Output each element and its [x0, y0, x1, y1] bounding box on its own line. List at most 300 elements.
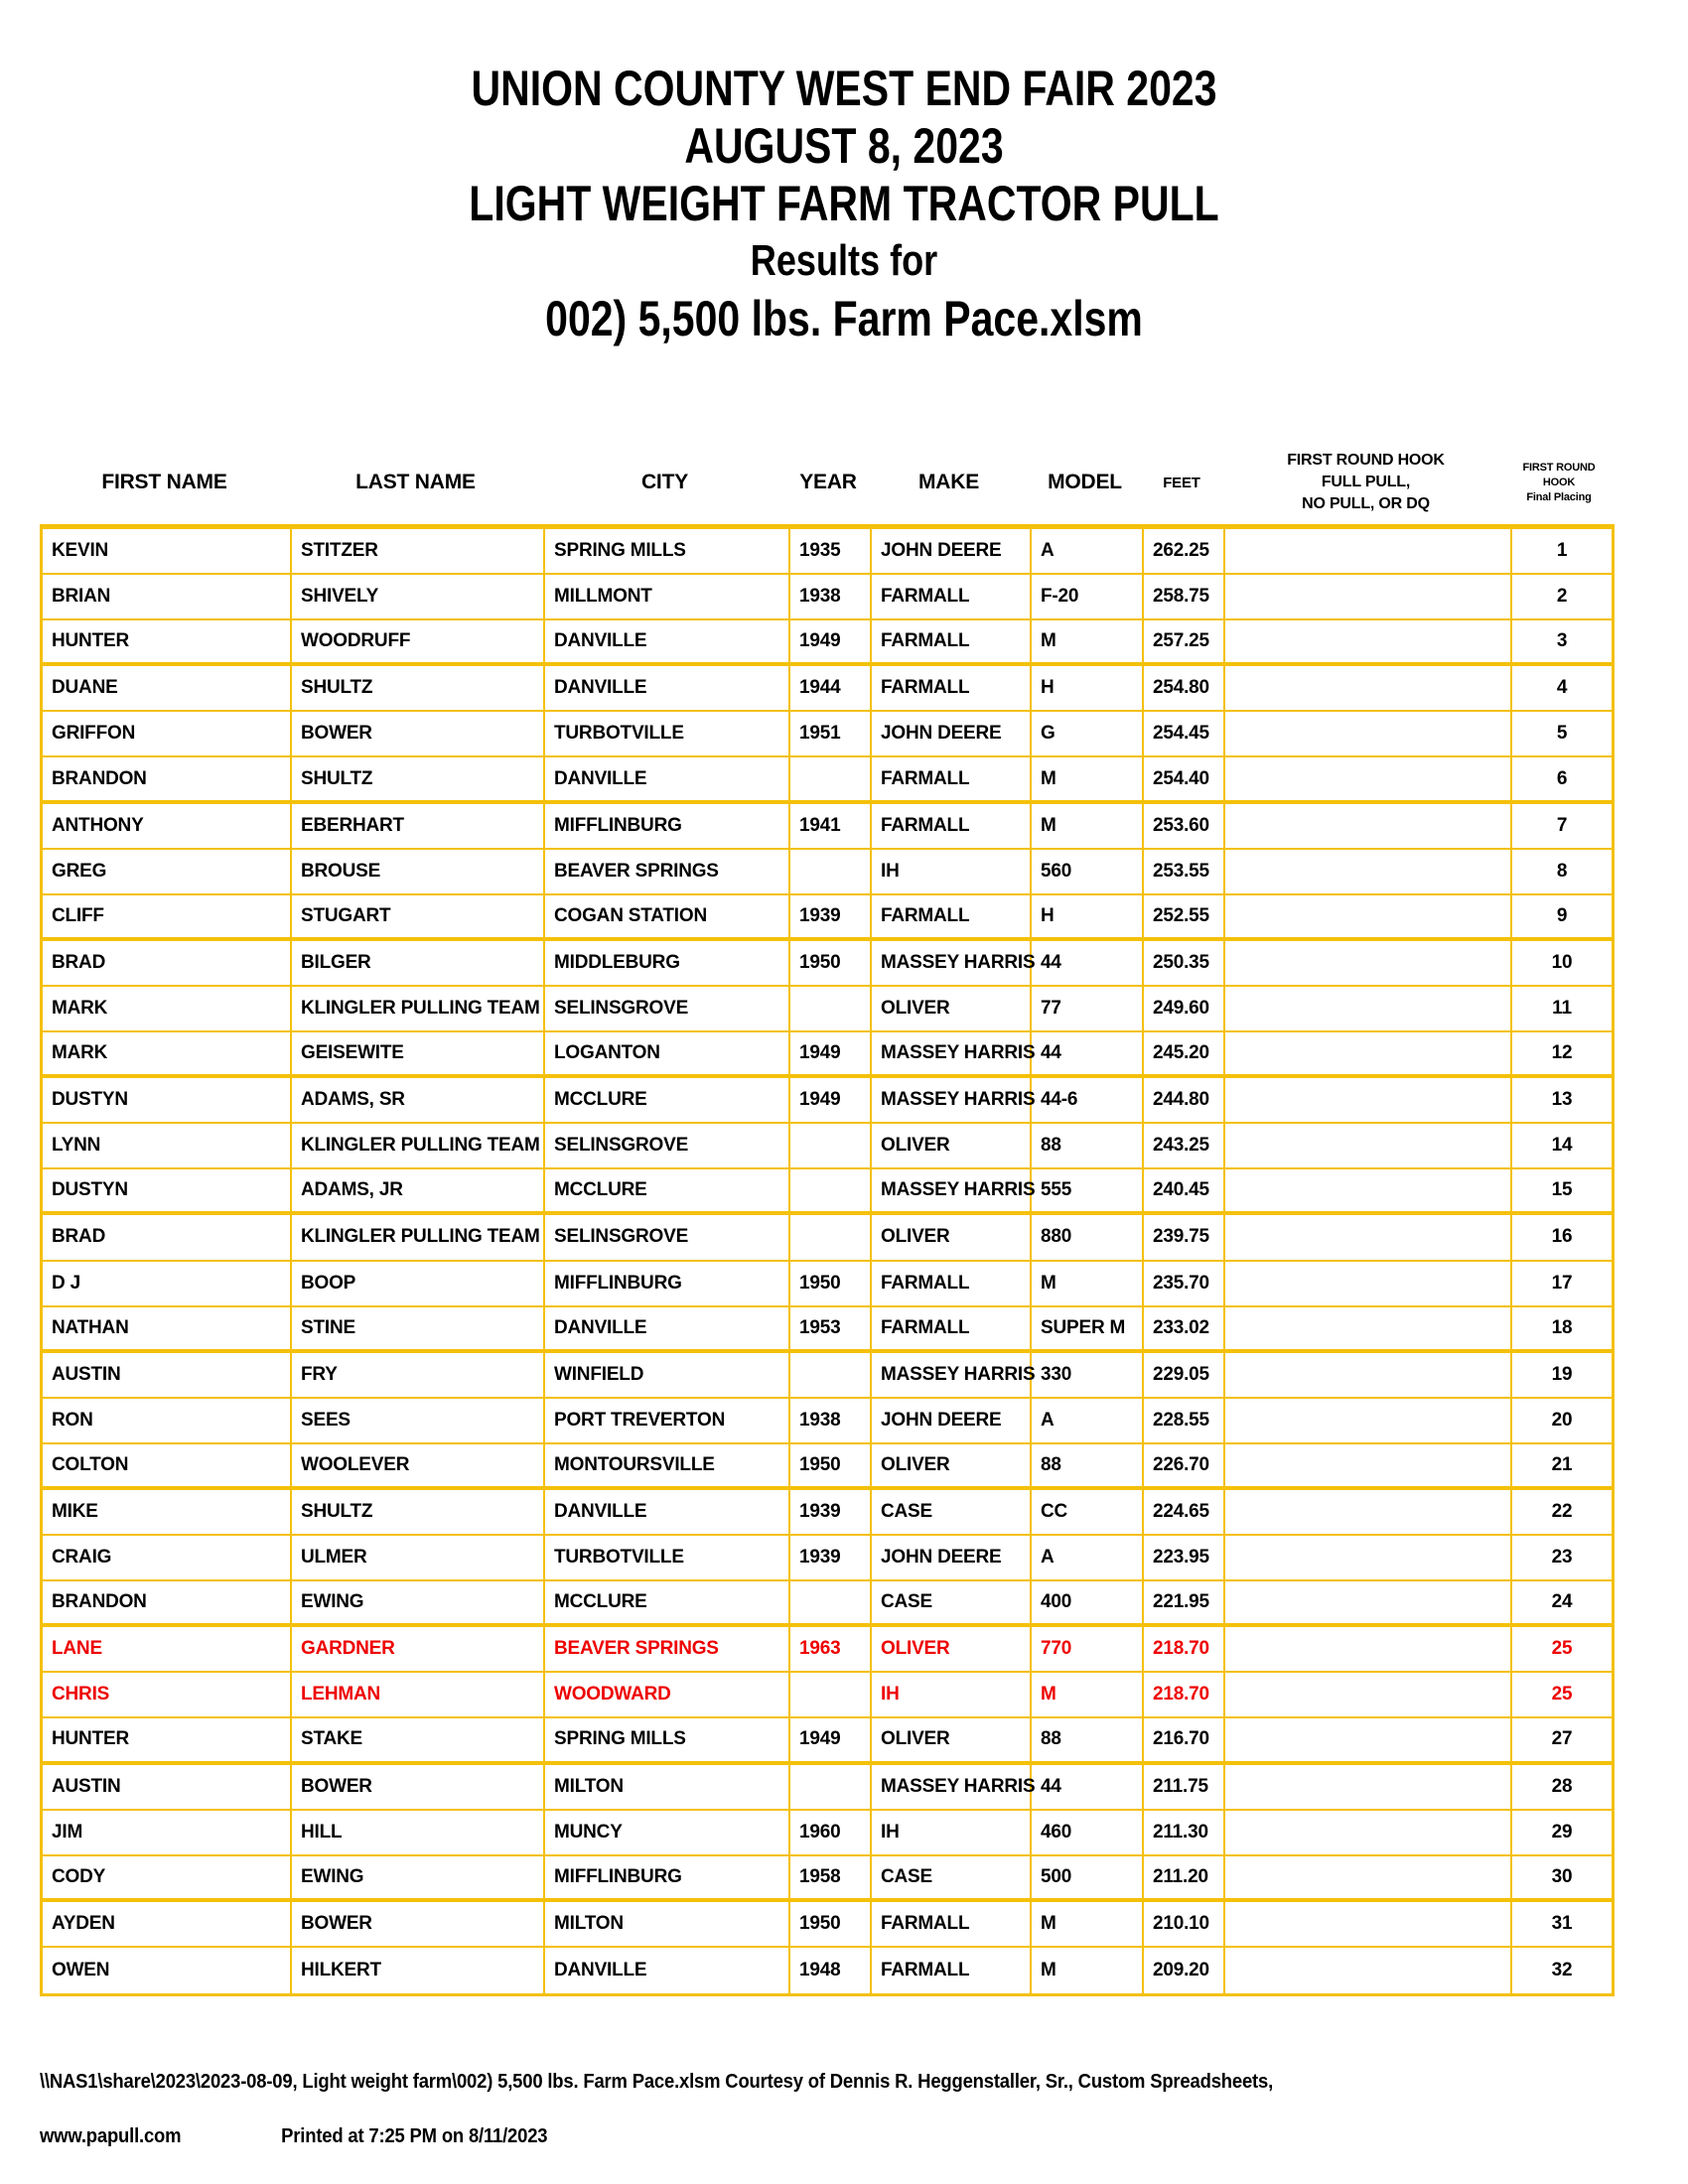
cell-year [790, 1765, 872, 1811]
table-row [43, 575, 1612, 620]
cell-make: FARMALL [872, 1902, 1032, 1948]
cell-feet: 254.80 [1144, 666, 1225, 712]
cell-last: KLINGLER PULLING TEAM [292, 1124, 545, 1169]
cell-hook [1225, 1215, 1512, 1261]
cell-make: FARMALL [872, 575, 1032, 620]
cell-city: COGAN STATION [545, 895, 790, 941]
table-row [43, 1490, 1612, 1536]
cell-model: M [1032, 1948, 1144, 1993]
cell-city: SELINSGROVE [545, 1215, 790, 1261]
cell-feet: 229.05 [1144, 1353, 1225, 1399]
results-for-label: Results for [750, 236, 938, 285]
cell-hook [1225, 1718, 1512, 1764]
cell-first: HUNTER [43, 1718, 292, 1764]
footer-website: www.papull.com [40, 2124, 182, 2147]
cell-hook [1225, 1078, 1512, 1124]
table-row [43, 1353, 1612, 1399]
cell-place: 1 [1512, 529, 1612, 575]
cell-feet: 243.25 [1144, 1124, 1225, 1169]
cell-hook [1225, 712, 1512, 757]
column-header-city: CITY [640, 471, 689, 493]
cell-hook [1225, 987, 1512, 1032]
cell-first: DUSTYN [43, 1169, 292, 1215]
cell-hook [1225, 1399, 1512, 1444]
cell-first: KEVIN [43, 529, 292, 575]
cell-city: DANVILLE [545, 1948, 790, 1993]
results-grid [40, 524, 1615, 1996]
cell-place: 4 [1512, 666, 1612, 712]
cell-year: 1939 [790, 895, 872, 941]
cell-first: LANE [43, 1627, 292, 1673]
cell-place: 9 [1512, 895, 1612, 941]
cell-model: A [1032, 529, 1144, 575]
cell-make: CASE [872, 1581, 1032, 1627]
cell-first: BRANDON [43, 1581, 292, 1627]
cell-first: DUANE [43, 666, 292, 712]
cell-place: 20 [1512, 1399, 1612, 1444]
cell-year: 1949 [790, 1718, 872, 1764]
cell-place: 8 [1512, 850, 1612, 895]
cell-last: SHIVELY [292, 575, 545, 620]
cell-last: KLINGLER PULLING TEAM [292, 1215, 545, 1261]
cell-first: BRAD [43, 1215, 292, 1261]
footer-printed-timestamp: Printed at 7:25 PM on 8/11/2023 [281, 2124, 548, 2147]
cell-model: 88 [1032, 1124, 1144, 1169]
cell-last: EWING [292, 1581, 545, 1627]
cell-first: AUSTIN [43, 1765, 292, 1811]
cell-first: AYDEN [43, 1902, 292, 1948]
cell-hook [1225, 850, 1512, 895]
cell-year [790, 1353, 872, 1399]
cell-first: COLTON [43, 1444, 292, 1490]
cell-model: 44 [1032, 1032, 1144, 1078]
table-row [43, 804, 1612, 850]
cell-model: 44 [1032, 941, 1144, 987]
cell-year: 1941 [790, 804, 872, 850]
cell-last: BOWER [292, 1765, 545, 1811]
footer-file-path: \\NAS1\share\2023\2023-08-09, Light weight farm\002) 5,500 lbs. Farm Pace.xlsm Courtesy of Dennis R. Heggenstaller, Sr., Custom Spreadsheets, [40, 2070, 1274, 2093]
cell-feet: 258.75 [1144, 575, 1225, 620]
cell-feet: 240.45 [1144, 1169, 1225, 1215]
cell-model: 44 [1032, 1765, 1144, 1811]
cell-hook [1225, 757, 1512, 803]
cell-first: JIM [43, 1811, 292, 1856]
column-header-place: FIRST ROUND HOOK Final Placing [1522, 461, 1596, 503]
cell-place: 5 [1512, 712, 1612, 757]
cell-feet: 211.30 [1144, 1811, 1225, 1856]
cell-hook [1225, 1490, 1512, 1536]
column-header-year: YEAR [799, 471, 857, 493]
cell-year: 1953 [790, 1307, 872, 1353]
cell-feet: 211.20 [1144, 1856, 1225, 1902]
cell-model: 400 [1032, 1581, 1144, 1627]
cell-year: 1939 [790, 1536, 872, 1581]
cell-year: 1949 [790, 620, 872, 666]
column-header-make: MAKE [917, 471, 980, 493]
cell-feet: 226.70 [1144, 1444, 1225, 1490]
cell-city: TURBOTVILLE [545, 1536, 790, 1581]
cell-city: MCCLURE [545, 1169, 790, 1215]
cell-hook [1225, 620, 1512, 666]
cell-hook [1225, 1169, 1512, 1215]
cell-last: EWING [292, 1856, 545, 1902]
table-row [43, 1078, 1612, 1124]
cell-place: 29 [1512, 1811, 1612, 1856]
table-row [43, 1902, 1612, 1948]
cell-first: LYNN [43, 1124, 292, 1169]
cell-year [790, 1169, 872, 1215]
cell-city: BEAVER SPRINGS [545, 850, 790, 895]
cell-city: MILTON [545, 1765, 790, 1811]
cell-first: MARK [43, 987, 292, 1032]
cell-make: FARMALL [872, 666, 1032, 712]
cell-make: FARMALL [872, 757, 1032, 803]
cell-make: OLIVER [872, 1444, 1032, 1490]
cell-hook [1225, 666, 1512, 712]
cell-feet: 252.55 [1144, 895, 1225, 941]
table-row [43, 529, 1612, 575]
cell-last: BILGER [292, 941, 545, 987]
cell-last: ULMER [292, 1536, 545, 1581]
cell-place: 17 [1512, 1262, 1612, 1307]
cell-year: 1950 [790, 941, 872, 987]
cell-make: MASSEY HARRIS [872, 1169, 1032, 1215]
cell-model: M [1032, 757, 1144, 803]
cell-feet: 224.65 [1144, 1490, 1225, 1536]
cell-hook [1225, 1856, 1512, 1902]
cell-model: SUPER M [1032, 1307, 1144, 1353]
cell-city: DANVILLE [545, 666, 790, 712]
cell-make: IH [872, 1673, 1032, 1718]
cell-hook [1225, 1673, 1512, 1718]
cell-place: 13 [1512, 1078, 1612, 1124]
cell-feet: 254.45 [1144, 712, 1225, 757]
cell-make: OLIVER [872, 987, 1032, 1032]
cell-last: SHULTZ [292, 1490, 545, 1536]
cell-model: 44-6 [1032, 1078, 1144, 1124]
cell-hook [1225, 1536, 1512, 1581]
table-row [43, 1673, 1612, 1718]
cell-year [790, 757, 872, 803]
cell-city: PORT TREVERTON [545, 1399, 790, 1444]
cell-hook [1225, 529, 1512, 575]
cell-last: ADAMS, JR [292, 1169, 545, 1215]
cell-model: A [1032, 1399, 1144, 1444]
cell-last: SHULTZ [292, 666, 545, 712]
cell-hook [1225, 1262, 1512, 1307]
cell-make: OLIVER [872, 1215, 1032, 1261]
cell-year: 1963 [790, 1627, 872, 1673]
cell-last: BOWER [292, 1902, 545, 1948]
cell-year: 1949 [790, 1032, 872, 1078]
cell-model: 77 [1032, 987, 1144, 1032]
cell-place: 2 [1512, 575, 1612, 620]
cell-make: FARMALL [872, 895, 1032, 941]
column-header-last: LAST NAME [355, 471, 476, 493]
cell-place: 11 [1512, 987, 1612, 1032]
cell-city: MIFFLINBURG [545, 1856, 790, 1902]
cell-model: 460 [1032, 1811, 1144, 1856]
cell-last: HILL [292, 1811, 545, 1856]
cell-first: OWEN [43, 1948, 292, 1993]
cell-model: A [1032, 1536, 1144, 1581]
cell-make: OLIVER [872, 1718, 1032, 1764]
cell-feet: 257.25 [1144, 620, 1225, 666]
cell-city: MIDDLEBURG [545, 941, 790, 987]
table-row [43, 1032, 1612, 1078]
cell-last: GEISEWITE [292, 1032, 545, 1078]
page-title: UNION COUNTY WEST END FAIR 2023 [471, 61, 1217, 116]
cell-make: MASSEY HARRIS [872, 1353, 1032, 1399]
cell-year: 1950 [790, 1444, 872, 1490]
cell-place: 31 [1512, 1902, 1612, 1948]
cell-year [790, 1581, 872, 1627]
cell-first: CODY [43, 1856, 292, 1902]
cell-year: 1951 [790, 712, 872, 757]
table-row [43, 1948, 1612, 1993]
cell-hook [1225, 1124, 1512, 1169]
cell-city: SPRING MILLS [545, 1718, 790, 1764]
cell-model: M [1032, 1262, 1144, 1307]
cell-model: 330 [1032, 1353, 1144, 1399]
cell-model: F-20 [1032, 575, 1144, 620]
cell-city: DANVILLE [545, 1307, 790, 1353]
table-header [40, 441, 1609, 524]
cell-place: 24 [1512, 1581, 1612, 1627]
cell-first: BRIAN [43, 575, 292, 620]
cell-first: NATHAN [43, 1307, 292, 1353]
cell-city: DANVILLE [545, 620, 790, 666]
cell-year: 1950 [790, 1902, 872, 1948]
cell-first: CHRIS [43, 1673, 292, 1718]
cell-place: 21 [1512, 1444, 1612, 1490]
column-header-model: MODEL [1048, 471, 1122, 493]
cell-model: 555 [1032, 1169, 1144, 1215]
cell-place: 22 [1512, 1490, 1612, 1536]
cell-first: DUSTYN [43, 1078, 292, 1124]
table-row [43, 1215, 1612, 1261]
cell-feet: 216.70 [1144, 1718, 1225, 1764]
cell-first: CRAIG [43, 1536, 292, 1581]
cell-year: 1939 [790, 1490, 872, 1536]
cell-feet: 253.60 [1144, 804, 1225, 850]
cell-place: 27 [1512, 1718, 1612, 1764]
cell-feet: 254.40 [1144, 757, 1225, 803]
cell-place: 3 [1512, 620, 1612, 666]
cell-last: EBERHART [292, 804, 545, 850]
cell-feet: 228.55 [1144, 1399, 1225, 1444]
cell-last: STUGART [292, 895, 545, 941]
table-row [43, 620, 1612, 666]
cell-place: 28 [1512, 1765, 1612, 1811]
cell-hook [1225, 1948, 1512, 1993]
cell-model: M [1032, 804, 1144, 850]
cell-place: 7 [1512, 804, 1612, 850]
cell-hook [1225, 895, 1512, 941]
title-block [0, 60, 1688, 347]
cell-hook [1225, 575, 1512, 620]
cell-model: 500 [1032, 1856, 1144, 1902]
cell-first: AUSTIN [43, 1353, 292, 1399]
cell-feet: 245.20 [1144, 1032, 1225, 1078]
column-header-hook: FIRST ROUND HOOK FULL PULL, NO PULL, OR DQ [1287, 452, 1445, 512]
cell-last: STAKE [292, 1718, 545, 1764]
cell-feet: 221.95 [1144, 1581, 1225, 1627]
cell-hook [1225, 1581, 1512, 1627]
cell-city: DANVILLE [545, 1490, 790, 1536]
table-row [43, 1536, 1612, 1581]
cell-feet: 218.70 [1144, 1673, 1225, 1718]
table-row [43, 1765, 1612, 1811]
cell-make: JOHN DEERE [872, 1399, 1032, 1444]
table-row [43, 1444, 1612, 1490]
column-header-first: FIRST NAME [101, 471, 227, 493]
footer-second-line [40, 2121, 1273, 2150]
cell-make: JOHN DEERE [872, 529, 1032, 575]
cell-make: IH [872, 1811, 1032, 1856]
cell-city: LOGANTON [545, 1032, 790, 1078]
cell-last: BOOP [292, 1262, 545, 1307]
cell-place: 23 [1512, 1536, 1612, 1581]
cell-hook [1225, 1444, 1512, 1490]
table-row [43, 757, 1612, 803]
table-row [43, 1718, 1612, 1764]
cell-model: M [1032, 1673, 1144, 1718]
cell-place: 14 [1512, 1124, 1612, 1169]
cell-last: HILKERT [292, 1948, 545, 1993]
cell-last: SEES [292, 1399, 545, 1444]
cell-place: 16 [1512, 1215, 1612, 1261]
cell-last: FRY [292, 1353, 545, 1399]
cell-make: FARMALL [872, 620, 1032, 666]
cell-first: GRIFFON [43, 712, 292, 757]
cell-city: MIFFLINBURG [545, 804, 790, 850]
cell-year: 1935 [790, 529, 872, 575]
cell-city: WOODWARD [545, 1673, 790, 1718]
cell-model: 770 [1032, 1627, 1144, 1673]
cell-first: BRAD [43, 941, 292, 987]
event-date: AUGUST 8, 2023 [684, 118, 1004, 174]
cell-make: MASSEY HARRIS [872, 941, 1032, 987]
cell-last: BOWER [292, 712, 545, 757]
cell-first: D J [43, 1262, 292, 1307]
cell-last: WOOLEVER [292, 1444, 545, 1490]
cell-city: SELINSGROVE [545, 1124, 790, 1169]
cell-city: MCCLURE [545, 1078, 790, 1124]
cell-year [790, 987, 872, 1032]
cell-make: OLIVER [872, 1627, 1032, 1673]
cell-make: CASE [872, 1856, 1032, 1902]
cell-last: ADAMS, SR [292, 1078, 545, 1124]
column-header-feet: FEET [1163, 474, 1200, 491]
cell-first: CLIFF [43, 895, 292, 941]
cell-make: IH [872, 850, 1032, 895]
cell-model: 560 [1032, 850, 1144, 895]
cell-city: SPRING MILLS [545, 529, 790, 575]
cell-model: M [1032, 620, 1144, 666]
table-row [43, 1627, 1612, 1673]
cell-model: CC [1032, 1490, 1144, 1536]
table-row [43, 1262, 1612, 1307]
cell-model: 88 [1032, 1444, 1144, 1490]
cell-make: FARMALL [872, 1262, 1032, 1307]
table-row [43, 1581, 1612, 1627]
table-row [43, 850, 1612, 895]
cell-hook [1225, 1627, 1512, 1673]
cell-make: CASE [872, 1490, 1032, 1536]
cell-feet: 211.75 [1144, 1765, 1225, 1811]
cell-year: 1958 [790, 1856, 872, 1902]
cell-model: G [1032, 712, 1144, 757]
cell-place: 25 [1512, 1673, 1612, 1718]
cell-city: SELINSGROVE [545, 987, 790, 1032]
cell-year: 1938 [790, 1399, 872, 1444]
cell-city: BEAVER SPRINGS [545, 1627, 790, 1673]
table-row [43, 1399, 1612, 1444]
cell-last: STINE [292, 1307, 545, 1353]
cell-first: MIKE [43, 1490, 292, 1536]
cell-last: WOODRUFF [292, 620, 545, 666]
cell-first: ANTHONY [43, 804, 292, 850]
cell-first: RON [43, 1399, 292, 1444]
cell-last: KLINGLER PULLING TEAM [292, 987, 545, 1032]
cell-city: MIFFLINBURG [545, 1262, 790, 1307]
cell-year [790, 850, 872, 895]
cell-city: MCCLURE [545, 1581, 790, 1627]
cell-year: 1938 [790, 575, 872, 620]
cell-last: STITZER [292, 529, 545, 575]
cell-city: WINFIELD [545, 1353, 790, 1399]
cell-hook [1225, 804, 1512, 850]
cell-place: 10 [1512, 941, 1612, 987]
table-row [43, 987, 1612, 1032]
cell-year: 1949 [790, 1078, 872, 1124]
cell-place: 12 [1512, 1032, 1612, 1078]
table-row [43, 895, 1612, 941]
cell-feet: 250.35 [1144, 941, 1225, 987]
cell-feet: 218.70 [1144, 1627, 1225, 1673]
cell-hook [1225, 1765, 1512, 1811]
cell-year: 1950 [790, 1262, 872, 1307]
cell-year [790, 1215, 872, 1261]
cell-feet: 233.02 [1144, 1307, 1225, 1353]
cell-year: 1944 [790, 666, 872, 712]
cell-feet: 210.10 [1144, 1902, 1225, 1948]
footer [40, 2067, 1410, 2150]
table-row [43, 712, 1612, 757]
cell-city: DANVILLE [545, 757, 790, 803]
cell-make: FARMALL [872, 1948, 1032, 1993]
cell-hook [1225, 1307, 1512, 1353]
cell-model: 88 [1032, 1718, 1144, 1764]
table-row [43, 1124, 1612, 1169]
table-row [43, 1307, 1612, 1353]
cell-hook [1225, 1811, 1512, 1856]
cell-make: FARMALL [872, 804, 1032, 850]
cell-last: BROUSE [292, 850, 545, 895]
cell-hook [1225, 1902, 1512, 1948]
cell-first: HUNTER [43, 620, 292, 666]
cell-make: MASSEY HARRIS [872, 1032, 1032, 1078]
cell-city: MUNCY [545, 1811, 790, 1856]
results-file-name: 002) 5,500 lbs. Farm Pace.xlsm [545, 291, 1143, 346]
cell-city: TURBOTVILLE [545, 712, 790, 757]
cell-make: OLIVER [872, 1124, 1032, 1169]
cell-make: MASSEY HARRIS [872, 1765, 1032, 1811]
cell-place: 19 [1512, 1353, 1612, 1399]
cell-make: JOHN DEERE [872, 712, 1032, 757]
table-row [43, 941, 1612, 987]
